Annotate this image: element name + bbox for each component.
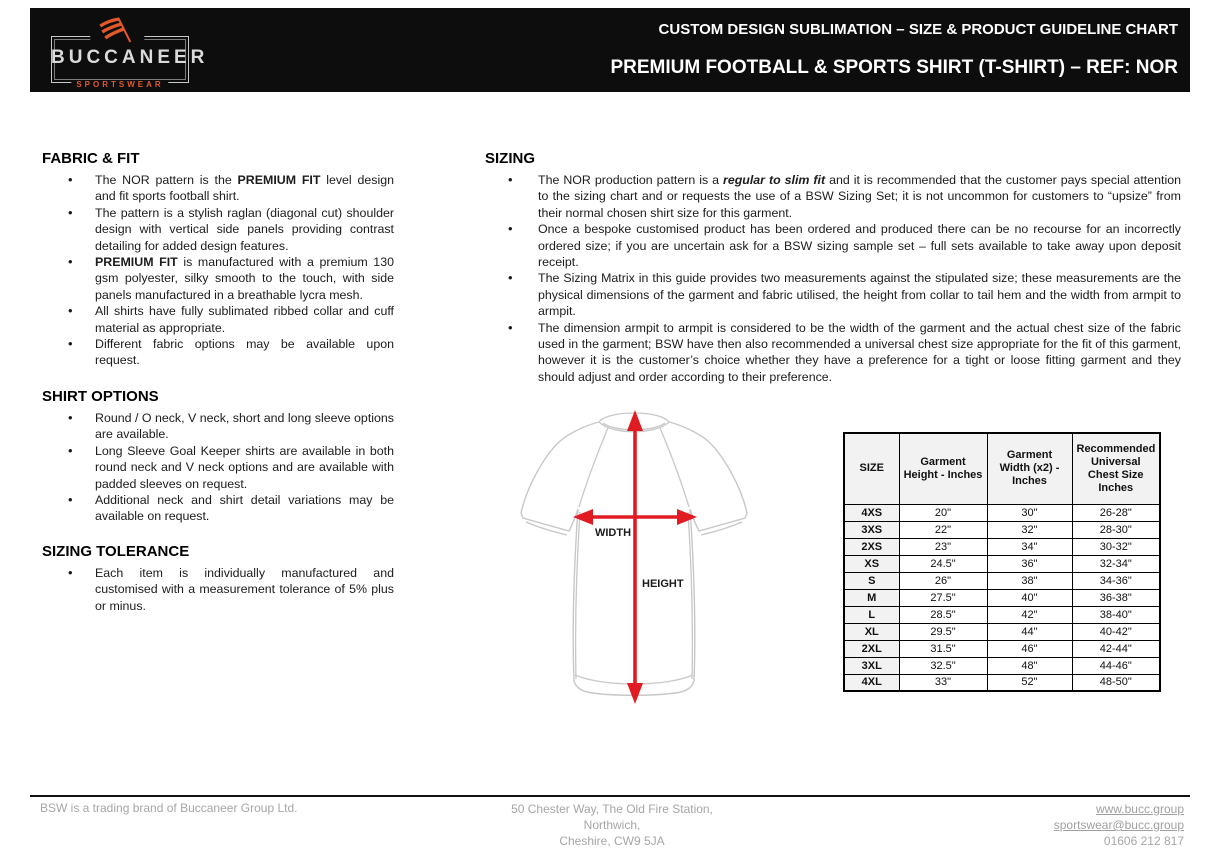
footer-divider — [30, 795, 1190, 797]
header-titles — [610, 21, 1178, 79]
col-header-height: Garment Height - Inches — [899, 433, 987, 504]
bullet-item: • Long Sleeve Goal Keeper shirts are available in both round neck and V neck options and are available with padded sleeves on request. — [42, 443, 394, 492]
table-cell: 48-50" — [1072, 674, 1160, 691]
table-row — [844, 674, 1160, 691]
table-cell: 28.5" — [899, 606, 987, 623]
table-cell: 33" — [899, 674, 987, 691]
table-cell: 20" — [899, 504, 987, 521]
address-line: 50 Chester Way, The Old Fire Station, — [511, 802, 713, 816]
table-cell: 38" — [987, 572, 1072, 589]
table-cell: 48" — [987, 657, 1072, 674]
bullet-item: • All shirts have fully sublimated ribbed collar and cuff material as appropriate. — [42, 303, 394, 336]
bullet-list — [485, 172, 1181, 385]
email-link[interactable]: sportswear@bucc.group — [1053, 818, 1184, 832]
table-cell: 40" — [987, 589, 1072, 606]
bullet-item: • The dimension armpit to armpit is considered to be the width of the garment and the actual chest size of the fabric used in the garment; BSW have then also recommended a universal chest size appropriate for the fit of this garment, however it is the customer’s choice whether they have a preference for a tight or loose fitting garment and they should adjust and order according to their preference. — [485, 320, 1181, 386]
section-fabric-and-fit — [42, 150, 394, 369]
table-cell: 42" — [987, 606, 1072, 623]
table-row — [844, 538, 1160, 555]
width-label: WIDTH — [594, 527, 632, 539]
table-cell: 32-34" — [1072, 555, 1160, 572]
table-cell: 26-28" — [1072, 504, 1160, 521]
phone-number: 01606 212 817 — [1103, 834, 1184, 848]
table-row — [844, 572, 1160, 589]
table-row — [844, 521, 1160, 538]
address-line: Cheshire, CW9 5JA — [559, 834, 665, 848]
bullet-item: • Round / O neck, V neck, short and long sleeve options are available. — [42, 410, 394, 443]
section-title: FABRIC & FIT — [42, 150, 140, 167]
table-cell: 4XL — [844, 674, 899, 691]
col-header-chest: Recommended Universal Chest Size Inches — [1072, 433, 1160, 504]
table-cell: 34-36" — [1072, 572, 1160, 589]
table-row — [844, 589, 1160, 606]
table-cell: 46" — [987, 640, 1072, 657]
section-shirt-options — [42, 388, 394, 525]
table-row — [844, 555, 1160, 572]
address-line: Northwich, — [583, 818, 641, 832]
table-cell: 36-38" — [1072, 589, 1160, 606]
table-cell: M — [844, 589, 899, 606]
table-cell: S — [844, 572, 899, 589]
bullet-item: • The Sizing Matrix in this guide provides two measurements against the stipulated size; these measurements are the physical dimensions of the garment and fabric utilised, the height from collar to tail hem and the width from armpit to armpit. — [485, 270, 1181, 319]
bullet-item: • Once a bespoke customised product has been ordered and produced there can be no recourse for an incorrectly ordered size; if you are uncertain ask for a BSW sizing sample set – full sets available to take away upon deposit receipt. — [485, 221, 1181, 270]
section-sizing — [485, 150, 1181, 385]
table-cell: 3XS — [844, 521, 899, 538]
col-header-size: SIZE — [844, 433, 899, 504]
table-cell: 26" — [899, 572, 987, 589]
table-cell: 24.5" — [899, 555, 987, 572]
section-title: SIZING TOLERANCE — [42, 543, 190, 560]
table-cell: 36" — [987, 555, 1072, 572]
table-cell: 4XS — [844, 504, 899, 521]
section-sizing-tolerance — [42, 543, 394, 614]
footer-contact — [1054, 801, 1184, 849]
buccaneer-logo — [51, 36, 209, 89]
table-body — [844, 504, 1160, 691]
table-row — [844, 657, 1160, 674]
table-cell: 30-32" — [1072, 538, 1160, 555]
size-matrix-table — [843, 432, 1161, 692]
table-cell: 2XS — [844, 538, 899, 555]
table-cell: 52" — [987, 674, 1072, 691]
table-header-row — [844, 433, 1160, 504]
table-row — [844, 623, 1160, 640]
bullet-item: • The NOR pattern is the PREMIUM FIT level design and fit sports football shirt. — [42, 172, 394, 205]
height-label: HEIGHT — [642, 578, 684, 590]
bullet-list — [42, 172, 394, 369]
table-cell: 30" — [987, 504, 1072, 521]
table-cell: 34" — [987, 538, 1072, 555]
table-cell: 42-44" — [1072, 640, 1160, 657]
table-cell: 22" — [899, 521, 987, 538]
bullet-item: • PREMIUM FIT is manufactured with a premium 130 gsm polyester, silky smooth to the touch, with side panels manufactured in a breathable lycra mesh. — [42, 254, 394, 303]
bullet-item: • Different fabric options may be available upon request. — [42, 336, 394, 369]
bullet-item: • Additional neck and shirt detail variations may be available on request. — [42, 492, 394, 525]
table-cell: L — [844, 606, 899, 623]
table-row — [844, 606, 1160, 623]
table-cell: 40-42" — [1072, 623, 1160, 640]
document-title: PREMIUM FOOTBALL & SPORTS SHIRT (T-SHIRT) – REF: NOR — [610, 57, 1178, 78]
table-cell: 28-30" — [1072, 521, 1160, 538]
website-link[interactable]: www.bucc.group — [1095, 802, 1184, 816]
bullet-list — [42, 565, 394, 614]
table-cell: 44" — [987, 623, 1072, 640]
flag-icon — [90, 14, 144, 51]
bullet-item: • The NOR production pattern is a regular to slim fit and it is recommended that the customer pays special attention to the sizing chart and or requests the use of a BSW Sizing Set; it is not uncommon for customers to “upsize” from their normal chosen shirt size for this garment. — [485, 172, 1181, 221]
table-cell: 2XL — [844, 640, 899, 657]
table-cell: 31.5" — [899, 640, 987, 657]
table-cell: 29.5" — [899, 623, 987, 640]
table-row — [844, 504, 1160, 521]
logo-brand-text: BUCCANEER — [51, 47, 209, 68]
table-cell: XS — [844, 555, 899, 572]
bullet-item: • The pattern is a stylish raglan (diagonal cut) shoulder design with vertical side panels providing contrast detailing for added design features. — [42, 205, 394, 254]
tshirt-icon — [513, 404, 755, 706]
col-header-width: Garment Width (x2) - Inches — [987, 433, 1072, 504]
table-cell: 44-46" — [1072, 657, 1160, 674]
bullet-item: • Each item is individually manufactured and customised with a measurement tolerance of 5% plus or minus. — [42, 565, 394, 614]
footer-address — [412, 801, 812, 849]
header-bar — [30, 8, 1190, 92]
table-cell: 3XL — [844, 657, 899, 674]
footer-trading-note: BSW is a trading brand of Buccaneer Group Ltd. — [40, 801, 298, 815]
document-subtitle: CUSTOM DESIGN SUBLIMATION – SIZE & PRODUCT GUIDELINE CHART — [658, 21, 1178, 38]
logo-sub-text: SPORTSWEAR — [71, 80, 168, 89]
bullet-list — [42, 410, 394, 525]
table-row — [844, 640, 1160, 657]
table-cell: XL — [844, 623, 899, 640]
section-title: SIZING — [485, 150, 536, 167]
section-title: SHIRT OPTIONS — [42, 388, 159, 405]
table-cell: 32.5" — [899, 657, 987, 674]
tshirt-measurement-diagram — [513, 404, 755, 706]
table-cell: 27.5" — [899, 589, 987, 606]
table-cell: 32" — [987, 521, 1072, 538]
table-cell: 38-40" — [1072, 606, 1160, 623]
table-cell: 23" — [899, 538, 987, 555]
